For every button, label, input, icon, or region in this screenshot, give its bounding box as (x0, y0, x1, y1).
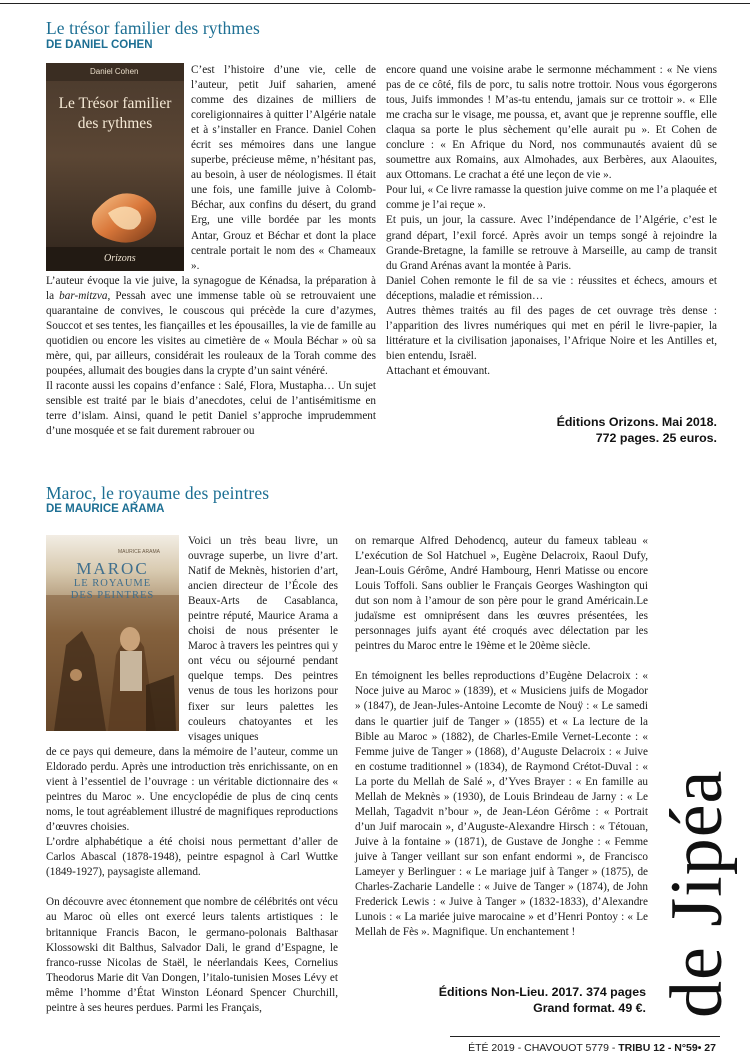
article2-col2-body (355, 534, 648, 940)
article1-col1-p2 (46, 274, 376, 379)
article1-title: Le trésor familier des rythmes (46, 18, 260, 38)
article2-title: Maroc, le royaume des peintres (46, 483, 270, 503)
page-footer (468, 1042, 716, 1054)
top-rule (0, 3, 750, 4)
article2-cover-title-line2: LE ROYAUME (73, 578, 152, 589)
article1-col2-body (386, 63, 717, 379)
article2-col1-p2: L’ordre alphabétique a été choisi nous permettant d’aller de Carlos Abascal (1878-1948), peintre espagnol à Carl Wuttke (1849-1927), paysagiste allemand. (46, 836, 338, 879)
article1-col1-p2-end: , Pessah avec une immense table où se retrouvaient une quarantaine de convives, le couscous qui précède la cure d’azymes, Souccot et ses tentes, les fiançailles et les épousailles, la vie de famille au quotidien ou encore les visites au cimetière de « Moula Béchar » où sa mère, qui, par ailleurs, considérait les rouleaux de la Torah comme des poupées, allumait des bougies dans la crypte d’un saint vénéré. (46, 290, 377, 378)
article1-col1-intro (191, 63, 376, 274)
article1-publication-info (450, 415, 717, 446)
article2-cover-author: MAURICE ARAMA (118, 549, 160, 555)
article1-col2-p3: Et puis, un jour, la cassure. Avec l’indépendance de l’Algérie, c’est le grand départ, l’exil forcé. Après avoir un temps songé à rejoindre la Grande-Bretagne, la famille se retrouve à Marseille, au camp de transit du Grand Arénas avant la montée à Paris. (386, 214, 717, 272)
vertical-signature: de Jipéa (656, 769, 738, 1018)
article1-col2-p6: Attachant et émouvant. (386, 364, 491, 377)
article2-col2-p2: En témoignent les belles reproductions d’Eugène Delacroix : « Noce juive au Maroc » (1839), et « Musiciens juifs de Mogador » (1847), de Jean-Jules-Antoine Lecomte de Nouÿ : « Le samedi dans le quartier juif de Tanger » (1855) et « La lecture de la Bible au Maroc » (1882), de Charles-Emile Vernet-Leconte : « Femme juive de Tanger » (1868), d’Auguste Delacroix : « Juive en costume traditionnel » (1834), de Raymond Crétot-Duval : « La porte du Mellah de Salé », d’Yves Brayer : « En famille au Mellah de Meknès » (1930), de Louis Brindeau de Jarny : « Le Mellah, Tagadvit n’bour », de Jean-Léon Gérôme : « Portrait d’un Juif marocain », d’Auguste-Alexandre Hirsch : « Tétouan, Juive à la fontaine » (1871), de Gustave de Jonghe : « Femme juive à Tanger veillant sur son enfant endormi », de Francisco Lameyer y Berlinguer : « Le mariage juif à Tanger » (1875), de Charles-Zacharie Landelle : « Juive de Tanger » (1874), de John Frederick Lewis : « Juive à Tanger » (1832-1833), d’Alexandre Lunois : « La mariée juive marocaine » et d’Henri Pontoy : « Le Mellah de Fès ». Magnifique. Un enchantement ! (355, 670, 648, 939)
article1-pub-line1: Éditions Orizons. Mai 2018. (556, 415, 717, 429)
footer-magazine: TRIBU 12 - N°59• 27 (618, 1042, 716, 1054)
article1-col2-p2: Pour lui, « Ce livre ramasse la question juive comme on me l’a plaquée et comme je l’ai reçue ». (386, 184, 717, 212)
article1-cover-title-line1: Le Trésor familier (58, 95, 172, 112)
article2-col1-body (46, 745, 338, 1016)
article1-author: DE DANIEL COHEN (46, 39, 153, 51)
article1-col2-p5: Autres thèmes traités au fil des pages de cet ouvrage très dense : l’apparition des livres numériques qui met en péril le livre-papier, la littérature et la civilisation japonaises, l’Afrique Noire et les Antilles et, bien entendu, Israël. (386, 304, 717, 362)
article1-col1-p3: Il raconte aussi les copains d’enfance : Salé, Flora, Mustapha… Un sujet sensible est traité par le biais d’anecdotes, celui de l’antisémitisme en terre d’islam. Ainsi, quand le petit Daniel s’approche imprudemment d’une mosquée et se fait durement rabrouer ou (46, 380, 376, 438)
article2-cover-title-line1: MAROC (76, 559, 149, 578)
article2-col2-p1: on remarque Alfred Dehodencq, auteur du fameux tableau « L’exécution de Sol Hatchuel », Eugène Delacroix, Raoul Dufy, Jean-Louis Gérôme, André Hambourg, Henri Matisse ou encore Louis Toffoli. Sans oublier le Français Georges Washington qui dut son nom à l’amour de son père pour le grand Américain.Le judaïsme est omniprésent dans les œuvres présentées, les personnages juifs ayant été croqués avec délectation par les peintres du Maroc entre le 19ème et le 20ème siècle. (355, 535, 648, 653)
article1-col1-p2-italic: bar-mitzva (59, 290, 108, 303)
article1-cover-publisher: Orizons (104, 253, 136, 264)
article1-col1-p2-start: L’auteur évoque la vie juive, la synagogue de Kénadsa, la préparation à la (46, 275, 376, 303)
footer-rule (450, 1036, 720, 1037)
article1-cover-title-line2: des rythmes (77, 115, 153, 132)
article2-cover-image (46, 535, 179, 731)
article1-col2-p1: encore quand une voisine arabe le sermonne méchamment : « Ne viens pas de ce côté, fils de porc, tu salis notre trottoir. Nous vous égorgerons tous, Juifs immondes ! M’as-tu entendu, jamais sur ce trottoir ». « Elle me cracha sur le visage, me poussa, et, avant que je reprenne souffle, elle claqua sa porte le plus sèchement qu’elle aurait pu ». Et Cohen de conclure : « En Afrique du Nord, nos communautés avaient dû se soumettre aux Romains, aux Almohades, aux Berbères, aux Alaouites, aux Ottomans. Le crachat a été une leçon de vie ». (386, 64, 717, 182)
article1-pub-line2: 772 pages. 25 euros. (595, 430, 717, 445)
article2-col1-p3: On découvre avec étonnement que nombre de célébrités ont vécu au Maroc où elles ont exercé leurs talents artistiques : le britannique Francis Bacon, le germano-polonais Balthasar Klossowski dit Balthus, Salvador Dali, le grand d’Espagne, le franco-russe Nicolas de Staël, le néerlandais Kees, Cornelius Theodorus Marie dit Van Dongen, l’italo-tunisien Moses Lévy et même l’homme d’État Winston Léonard Spencer Churchill, peintre à ses heures perdues. Parmi les Français, (46, 896, 338, 1014)
article2-col1-intro (188, 534, 338, 745)
article2-col1-intro-text: Voici un très beau livre, un ouvrage superbe, un livre d’art. Natif de Meknès, historien d’art, ancien directeur de l’École des Beaux-Arts de Casablanca, peintre réputé, Maurice Arama a choisi de nous présenter le Maroc à travers les peintres qui y ont vécu ou séjourné pendant quelque temps. Des peintres venus de tous les horizons pour fixer sur leurs palettes les couleurs chatoyantes et les visages uniques (188, 535, 338, 743)
article1-cover-image (46, 63, 184, 271)
article1-col2-p4: Daniel Cohen remonte le fil de sa vie : réussites et échecs, amours et déceptions, maladie et rémission… (386, 274, 717, 302)
article2-author: DE MAURICE ARAMA (46, 503, 165, 515)
article2-publication-info (380, 985, 646, 1016)
article1-col1-intro-text: C’est l’histoire d’une vie, celle de l’auteur, petit Juif saharien, amené comme des dizaines de milliers de coreligionnaires à quitter l’Algérie natale et à s’installer en France. Daniel Cohen écrit ses mémoires dans une langue superbe, précieuse même, n’hésitant pas, au besoin, à user de néologismes. Il était une fois, une famille juive à Colomb-Béchar, aux confins du désert, du grand Erg, une ville bordée par les monts Antar, Grouz et Béchar et dont la place centrale portait le nom des « Chameaux ». (191, 64, 376, 272)
article2-pub-line2: Grand format. 49 €. (533, 1000, 646, 1015)
article1-cover-author: Daniel Cohen (90, 67, 139, 76)
article2-col1-p1-rest: de ce pays qui demeure, dans la mémoire de l’auteur, comme un Eldorado perdu. Après une introduction très enrichissante, on en vient à l’essentiel de l’ouvrage : un véritable dictionnaire des « peintres du Maroc ». Une encyclopédie de plus de cinq cents noms, le tout agréablement illustré de magnifiques reproductions d’œuvres choisies. (46, 746, 338, 834)
article2-cover-title-line3: DES PEINTRES (70, 590, 155, 601)
article1-col1-body (46, 274, 376, 440)
footer-issue: ÉTÉ 2019 - CHAVOUOT 5779 - (468, 1042, 619, 1054)
article2-pub-line1: Éditions Non-Lieu. 2017. 374 pages (438, 985, 646, 999)
